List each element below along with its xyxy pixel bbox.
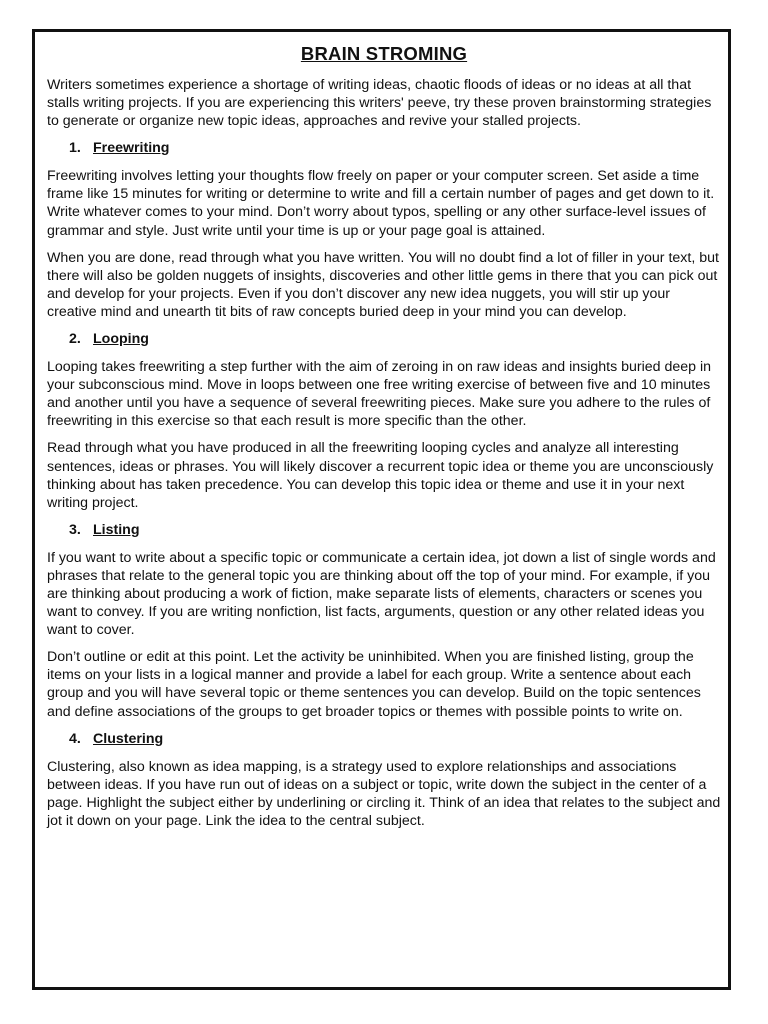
body-paragraph: Freewriting involves letting your thoughts flow freely on paper or your computer screen. Set aside a time frame like 15 minutes for writing or determine to write and fill a certain number of pages and get down to it. Write whatever comes to your mind. Don’t worry about typos, spelling or any other surface-level issues of grammar and style. Just write until your time is up or your page goal is attained. xyxy=(47,168,715,239)
document-title: BRAIN STROMING xyxy=(300,43,468,64)
body-paragraph: When you are done, read through what you have written. You will no doubt find a lot of filler in your text, but there will also be golden nuggets of insights, discoveries and other little gems in there that you can pick out and develop for your projects. Even if you don’t discover any new idea nuggets, you will stir up your creative mind and unearth tit bits of raw concepts buried deep in your mind you can develop. xyxy=(47,249,719,320)
intro-paragraph: Writers sometimes experience a shortage of writing ideas, chaotic floods of ideas or no ideas at all that stalls writing projects. If you are experiencing this writers' peeve, try these proven brainstorming strategies to generate or organize new topic ideas, approaches and revive your stalled projects. xyxy=(47,77,712,130)
section-heading xyxy=(47,330,721,348)
section-number: 3. xyxy=(69,521,81,538)
section-title: Listing xyxy=(93,521,140,538)
section-number: 1. xyxy=(69,140,81,157)
section-number: 4. xyxy=(69,730,81,747)
section-clustering xyxy=(47,730,721,830)
body-paragraph: Read through what you have produced in all the freewriting looping cycles and analyze all interesting sentences, ideas or phrases. You will likely discover a recurrent topic idea or theme you are unconsciously thinking about has taken precedence. You can develop this topic idea or theme and use it in your next writing project. xyxy=(47,440,714,511)
section-title: Looping xyxy=(93,331,149,348)
body-paragraph: Looping takes freewriting a step further with the aim of zeroing in on raw ideas and insights buried deep in your subconscious mind. Move in loops between one free writing exercise of between five and 10 minutes and another until you have a sequence of several freewriting pieces. Make sure you adhere to the rules of freewriting in this exercise so that each result is more specific than the other. xyxy=(47,359,712,430)
body-paragraph: If you want to write about a specific topic or communicate a certain idea, jot down a list of single words and phrases that relate to the general topic you are thinking about off the top of your mind. For example, if you are thinking about producing a work of fiction, make separate lists of elements, characters or scenes you want to convey. If you are writing nonfiction, list facts, arguments, question or any other related ideas you want to cover. xyxy=(47,549,716,639)
section-heading xyxy=(47,521,721,539)
body-paragraph: Don’t outline or edit at this point. Let the activity be uninhibited. When you are finished listing, group the items on your lists in a logical manner and provide a label for each group. Write a sentence about each group and you will have several topic or theme sentences you can develop. Build on the topic sentences and define associations of the groups to get broader topics or themes with possible points to write on. xyxy=(47,649,701,720)
section-number: 2. xyxy=(69,331,81,348)
section-title: Freewriting xyxy=(93,140,170,157)
body-paragraph: Clustering, also known as idea mapping, is a strategy used to explore relationships and associations between ideas. If you have run out of ideas on a subject or topic, write down the subject in the center of a page. Highlight the subject either by underlining or circling it. Think of an idea that relates to the subject and jot it down on your page. Link the idea to the central subject. xyxy=(47,758,721,829)
section-heading xyxy=(47,730,721,748)
document-body xyxy=(47,42,721,839)
section-title: Clustering xyxy=(93,730,164,747)
section-listing xyxy=(47,521,721,721)
section-looping xyxy=(47,330,721,512)
section-freewriting xyxy=(47,139,721,321)
section-heading xyxy=(47,139,721,157)
